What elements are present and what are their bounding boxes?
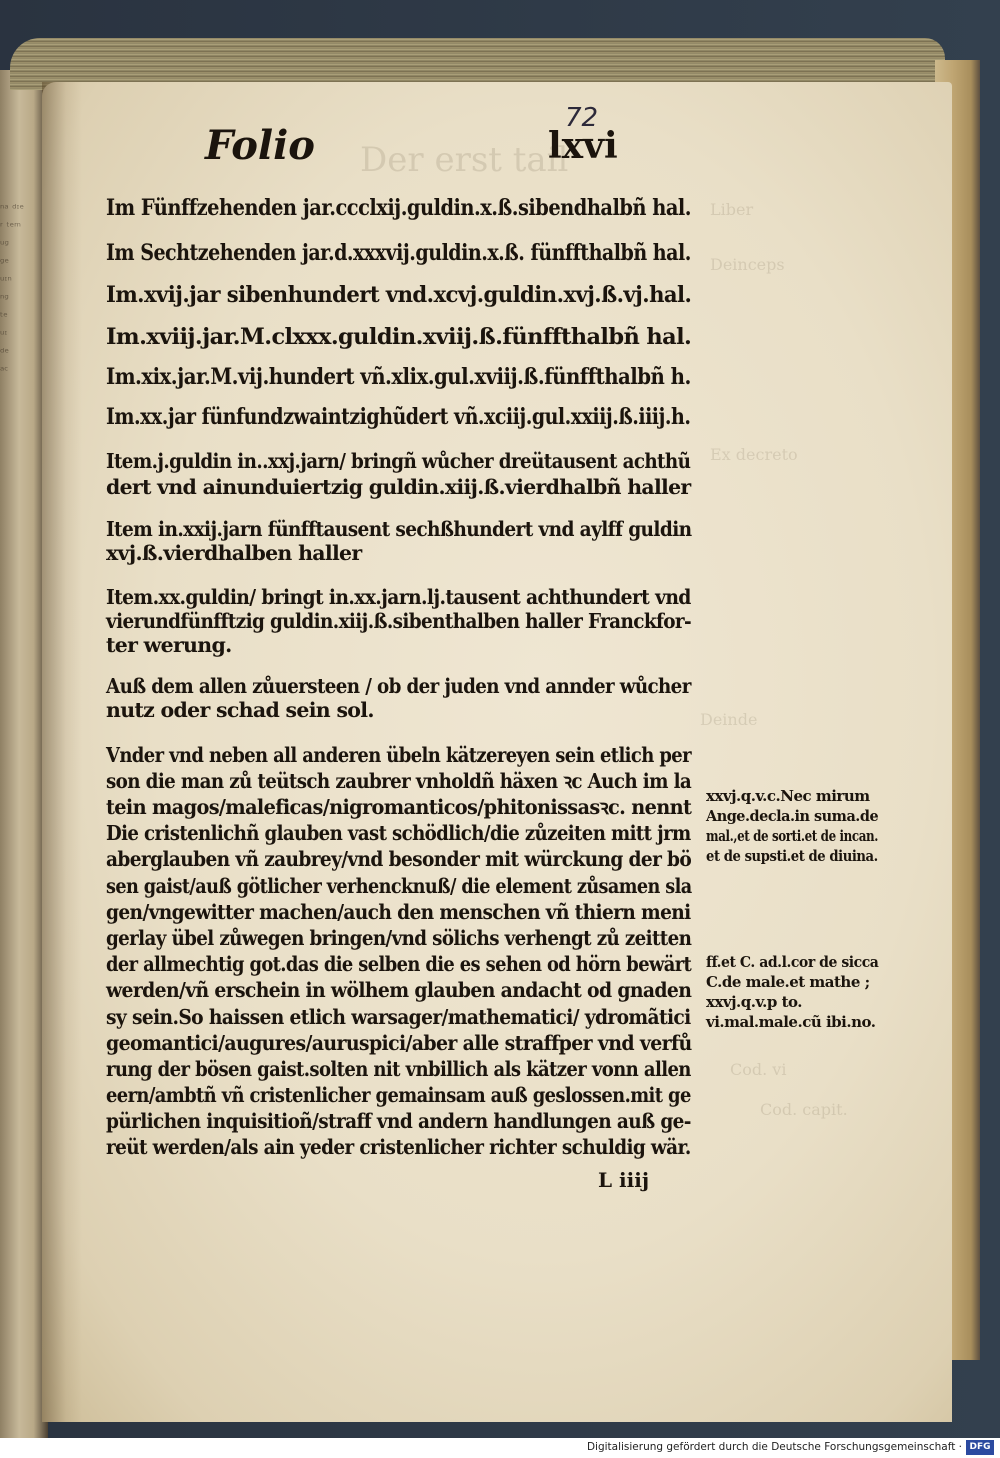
footer-bar: [0, 1438, 1000, 1458]
body-line: gerlay übel zůwegen bringen/vnd sölichs verhengt zů zeitten: [106, 926, 692, 950]
margin-note-line: C.de male.et mathe ;: [706, 973, 870, 991]
show-through: Cod. vi: [730, 1060, 787, 1079]
show-through: Cod. capit.: [760, 1100, 848, 1119]
handwritten-folio-number: 72: [565, 103, 599, 133]
margin-note-line: mal.,et de sorti.et de incan.: [706, 827, 879, 845]
page-gutter-shadow: [42, 82, 82, 1422]
body-line: Vnder vnd neben all anderen übeln kätzereyen sein etlich per: [106, 743, 691, 767]
body-line: eern/ambtñ vñ cristenlicher gemainsam auß geslossen.mit ge: [106, 1083, 691, 1107]
margin-note-line: xxvj.q.v.c.Nec mirum: [706, 787, 870, 805]
margin-note-line: vi.mal.male.cũ ibi.no.: [706, 1013, 876, 1031]
running-head-folio: Folio: [205, 122, 315, 169]
body-line: son die man zů teütsch zaubrer vnholdñ häxen ꝛc Auch im la: [106, 769, 692, 793]
body-line: Die cristenlichñ glauben vast schödlich/die zůzeiten mitt jrm: [106, 821, 691, 845]
body-line: sen gaist/auß götlicher verhencknuß/ die element zůsamen sla: [106, 874, 692, 898]
body-line: werden/vñ erschein in wölhem glauben andacht od gnaden: [106, 978, 692, 1002]
facing-page-text: ⁿᵃ ᵈᶦᵉ ʳ ᵗᵉᵐ ᵘᵍ ᵍᵉ ᵘᶦⁿ ⁿᵍ ᵗᵉ ᵘᶦ ᵈᵉ ᵃᶜ: [0, 202, 25, 377]
body-line: aberglauben vñ zaubrey/vnd besonder mit würckung der bö: [106, 847, 692, 871]
signature-mark: L iiij: [598, 1168, 650, 1192]
margin-note-line: ff.et C. ad.l.cor de sicca: [706, 953, 879, 971]
table-line: Im Fünffzehenden jar.ccclxij.guldin.x.ß.sibendhalbñ hal.: [106, 195, 692, 221]
folio-number: lxvi: [548, 125, 618, 167]
table-line: Im Sechtzehenden jar.d.xxxvij.guldin.x.ß. fünffthalbñ hal.: [106, 240, 691, 266]
item-line: xvj.ß.vierdhalben haller: [106, 541, 362, 565]
table-line: Im.xx.jar fünfundzwaintzighũdert vñ.xciij.gul.xxiij.ß.iiij.h.: [106, 404, 691, 430]
table-line: Im.xix.jar.M.vij.hundert vñ.xlix.gul.xviij.ß.fünffthalbñ h.: [106, 364, 691, 390]
digitization-credit: Digitalisierung gefördert durch die Deutsche Forschungsgemeinschaft ·: [586, 1441, 962, 1453]
item-line: ter werung.: [106, 633, 232, 657]
body-line: rung der bösen gaist.solten nit vnbillich als kätzer vonn allen: [106, 1057, 691, 1081]
show-through: Der erst tail: [360, 140, 569, 180]
dfg-logo: DFG: [966, 1440, 994, 1455]
body-line: sy sein.So haissen etlich warsager/mathematici/ ydromãtici: [106, 1005, 691, 1029]
body-line: der allmechtig got.das die selben die es sehen od hörn bewärt: [106, 952, 692, 976]
table-line: Im.xvij.jar sibenhundert vnd.xcvj.guldin.xvj.ß.vj.hal.: [106, 282, 692, 308]
item-line: Item.j.guldin in..xxj.jarn/ bringñ wůcher dreütausent achthũ: [106, 449, 691, 473]
item-line: Item.xx.guldin/ bringt in.xx.jarn.lj.tausent achthundert vnd: [106, 585, 691, 609]
show-through: Ex decreto: [710, 445, 798, 464]
table-line: Im.xviij.jar.M.clxxx.guldin.xviij.ß.fünffthalbñ hal.: [106, 324, 692, 350]
body-line: tein magos/maleficas/nigromanticos/phitonissasꝛc. nennt: [106, 795, 692, 819]
body-line: gen/vngewitter machen/auch den menschen vñ thiern meni: [106, 900, 691, 924]
body-line: geomantici/augures/auruspici/aber alle straffper vnd verfů: [106, 1031, 692, 1055]
section-heading-line: Auß dem allen zůuersteen / ob der juden vnd annder wůcher: [106, 674, 691, 698]
show-through: Liber: [710, 200, 754, 219]
item-line: dert vnd ainunduiertzig guldin.xiij.ß.vierdhalbñ haller: [106, 475, 691, 499]
body-line: reüt werden/als ain yeder cristenlicher richter schuldig wär.: [106, 1135, 691, 1159]
margin-note-line: xxvj.q.v.p to.: [706, 993, 802, 1011]
item-line: vierundfünfftzig guldin.xiij.ß.sibenthalben haller Franckfor-: [106, 609, 692, 633]
section-heading-line: nutz oder schad sein sol.: [106, 698, 374, 722]
margin-note-line: Ange.decla.in suma.de: [706, 807, 879, 825]
body-line: pürlichen inquisitioñ/straff vnd andern handlungen auß ge-: [106, 1109, 691, 1133]
margin-note-line: et de supsti.et de diuina.: [706, 847, 878, 865]
item-line: Item in.xxij.jarn fünfftausent sechßhundert vnd aylff guldin: [106, 517, 692, 541]
show-through: Deinde: [700, 710, 758, 729]
show-through: Deinceps: [710, 255, 785, 274]
